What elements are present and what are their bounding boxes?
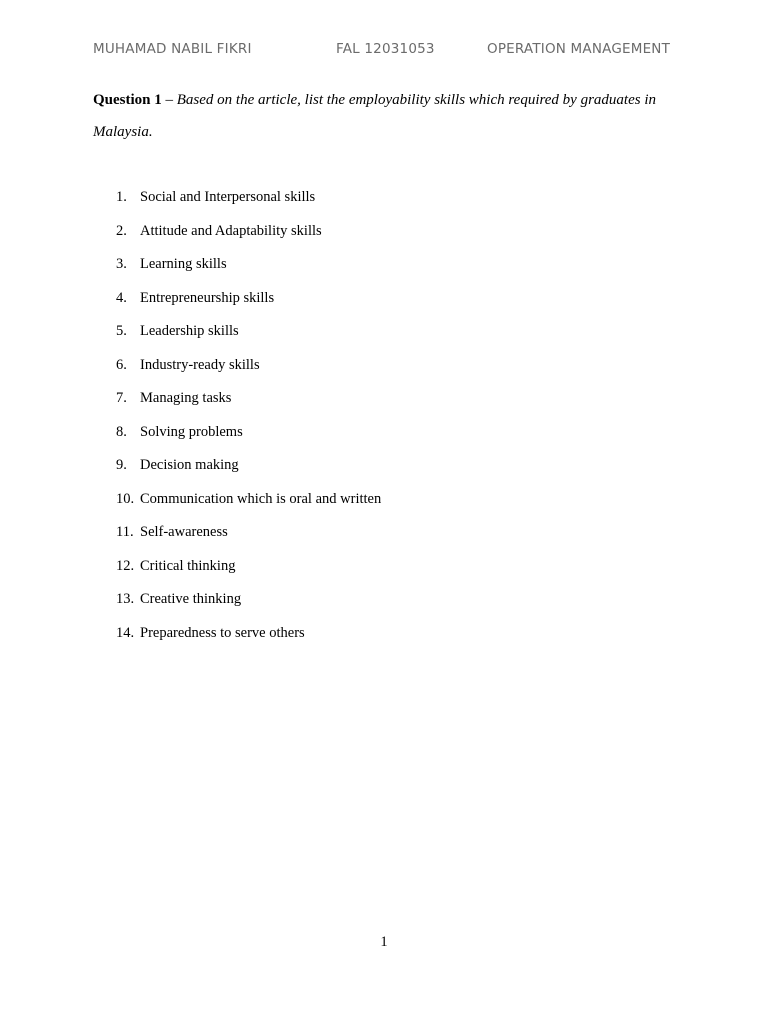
- header-course-name: OPERATION MANAGEMENT: [487, 41, 671, 57]
- list-item-label: Solving problems: [140, 423, 243, 440]
- list-item-number: 8.: [116, 423, 127, 440]
- list-item: [0, 317, 600, 351]
- list-item-number: 11.: [116, 524, 134, 540]
- list-item: [0, 250, 600, 284]
- list-item: [0, 217, 600, 251]
- list-item: [0, 619, 600, 653]
- list-item: [0, 418, 600, 452]
- list-item-number: 9.: [116, 457, 127, 473]
- list-item-label: Attitude and Adaptability skills: [140, 222, 322, 239]
- list-item: [0, 518, 600, 552]
- list-item-number: 1.: [116, 189, 127, 205]
- list-item-label: Leadership skills: [140, 323, 239, 339]
- question-dash: –: [161, 92, 177, 108]
- list-item-label: Social and Interpersonal skills: [140, 189, 316, 205]
- list-item: [0, 183, 600, 217]
- skills-list: [0, 183, 600, 652]
- list-item: [0, 384, 600, 418]
- list-item-number: 6.: [116, 356, 127, 373]
- list-item: [0, 585, 600, 619]
- list-item: [0, 351, 600, 385]
- question-label: Question 1: [93, 92, 162, 108]
- list-item-number: 14.: [116, 624, 135, 641]
- list-item-number: 13.: [116, 591, 135, 607]
- list-item-label: Communication which is oral and written: [140, 490, 382, 507]
- list-item-number: 12.: [116, 557, 135, 574]
- list-item-label: Self-awareness: [140, 524, 228, 540]
- list-item-label: Preparedness to serve others: [140, 624, 305, 641]
- list-item-label: Industry-ready skills: [140, 356, 260, 373]
- list-item: [0, 552, 600, 586]
- page-header: [0, 41, 768, 61]
- list-item-number: 3.: [116, 256, 127, 272]
- list-item-number: 5.: [116, 323, 127, 339]
- header-student-name: MUHAMAD NABIL FIKRI: [93, 41, 252, 57]
- list-item-label: Entrepreneurship skills: [140, 289, 275, 306]
- list-item-number: 10.: [116, 490, 135, 507]
- question-block: [93, 84, 693, 148]
- list-item-label: Learning skills: [140, 256, 227, 272]
- list-item-number: 2.: [116, 222, 127, 239]
- list-item-label: Critical thinking: [140, 557, 236, 574]
- question-text: Based on the article, list the employability skills which required by graduates in Malaysia.: [93, 92, 656, 140]
- list-item-label: Decision making: [140, 457, 239, 473]
- list-item: [0, 451, 600, 485]
- page-number: 1: [380, 934, 388, 950]
- list-item-label: Managing tasks: [140, 390, 232, 406]
- list-item-number: 7.: [116, 390, 127, 406]
- list-item: [0, 284, 600, 318]
- list-item-number: 4.: [116, 289, 127, 306]
- list-item: [0, 485, 600, 519]
- header-student-id: FAL 12031053: [336, 41, 435, 57]
- list-item-label: Creative thinking: [140, 591, 242, 607]
